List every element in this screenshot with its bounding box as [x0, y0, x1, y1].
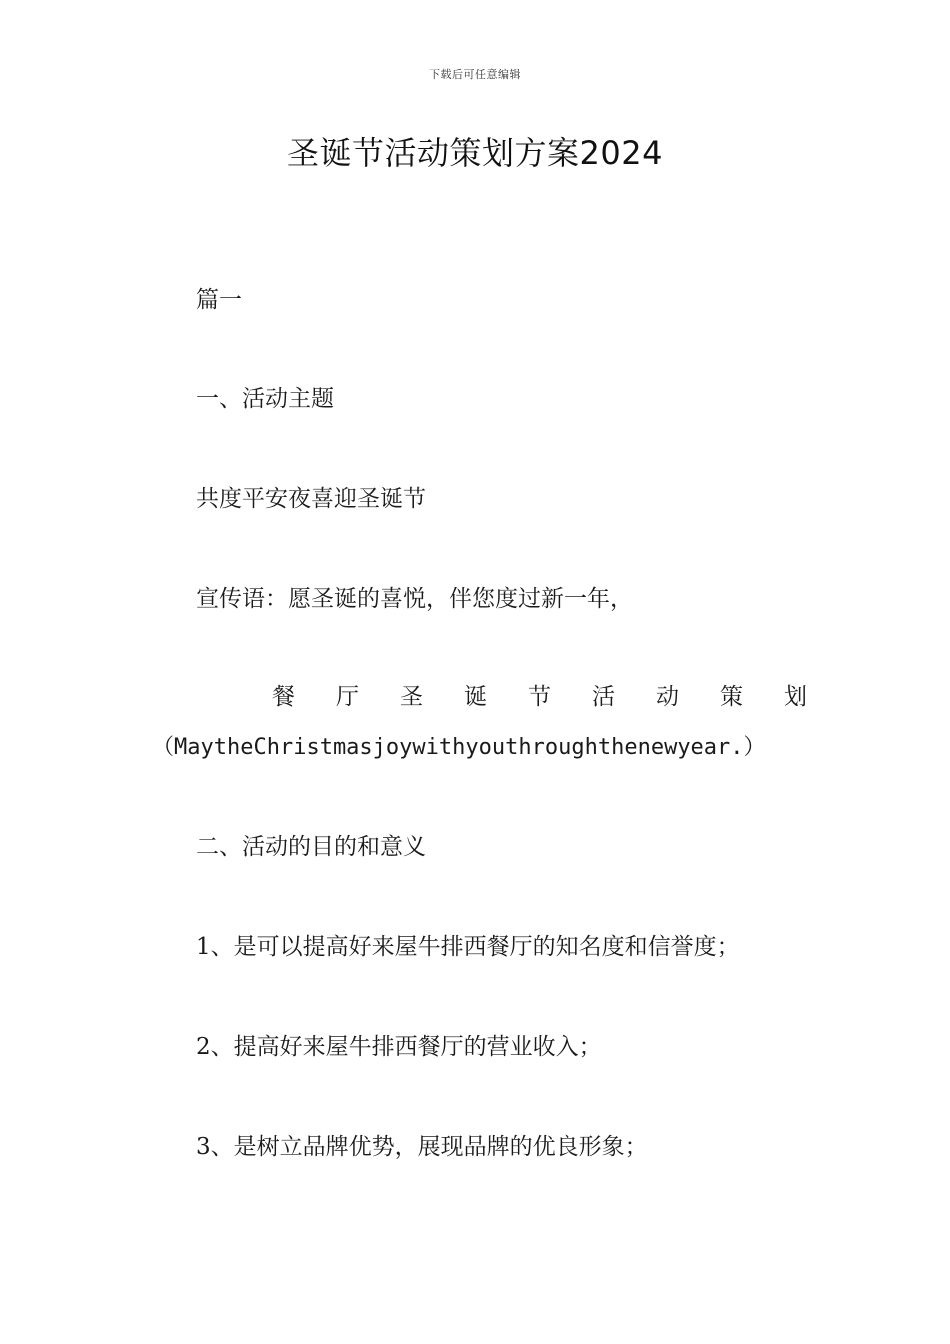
slogan-char: 活	[592, 684, 615, 710]
heading-activity-theme: 一、活动主题	[196, 386, 334, 412]
list-item: 3、是树立品牌优势，展现品牌的优良形象；	[196, 1134, 648, 1160]
slogan-char: 圣	[400, 684, 423, 710]
header-note: 下载后可任意编辑	[429, 68, 521, 81]
list-item: 1、是可以提高好来屋牛排西餐厅的知名度和信誉度；	[196, 934, 740, 960]
slogan-char: 餐	[272, 684, 295, 710]
list-item: 2、提高好来屋牛排西餐厅的营业收入；	[196, 1034, 602, 1060]
slogan-text: 宣传语：愿圣诞的喜悦，伴您度过新一年，	[196, 586, 633, 612]
slogan-english: （MaytheChristmasjoywithyouthroughthenewyear.）	[152, 735, 766, 760]
slogan-char: 诞	[464, 684, 487, 710]
theme-text: 共度平安夜喜迎圣诞节	[196, 486, 426, 512]
section-label: 篇一	[196, 287, 242, 313]
slogan-char: 厅	[336, 684, 359, 710]
slogan-justified-line	[272, 682, 807, 712]
slogan-char: 动	[656, 684, 679, 710]
heading-purpose: 二、活动的目的和意义	[196, 834, 426, 860]
slogan-char: 节	[528, 684, 551, 710]
document-title: 圣诞节活动策划方案2024	[287, 134, 663, 172]
slogan-char: 划	[784, 684, 807, 710]
slogan-char: 策	[720, 684, 743, 710]
